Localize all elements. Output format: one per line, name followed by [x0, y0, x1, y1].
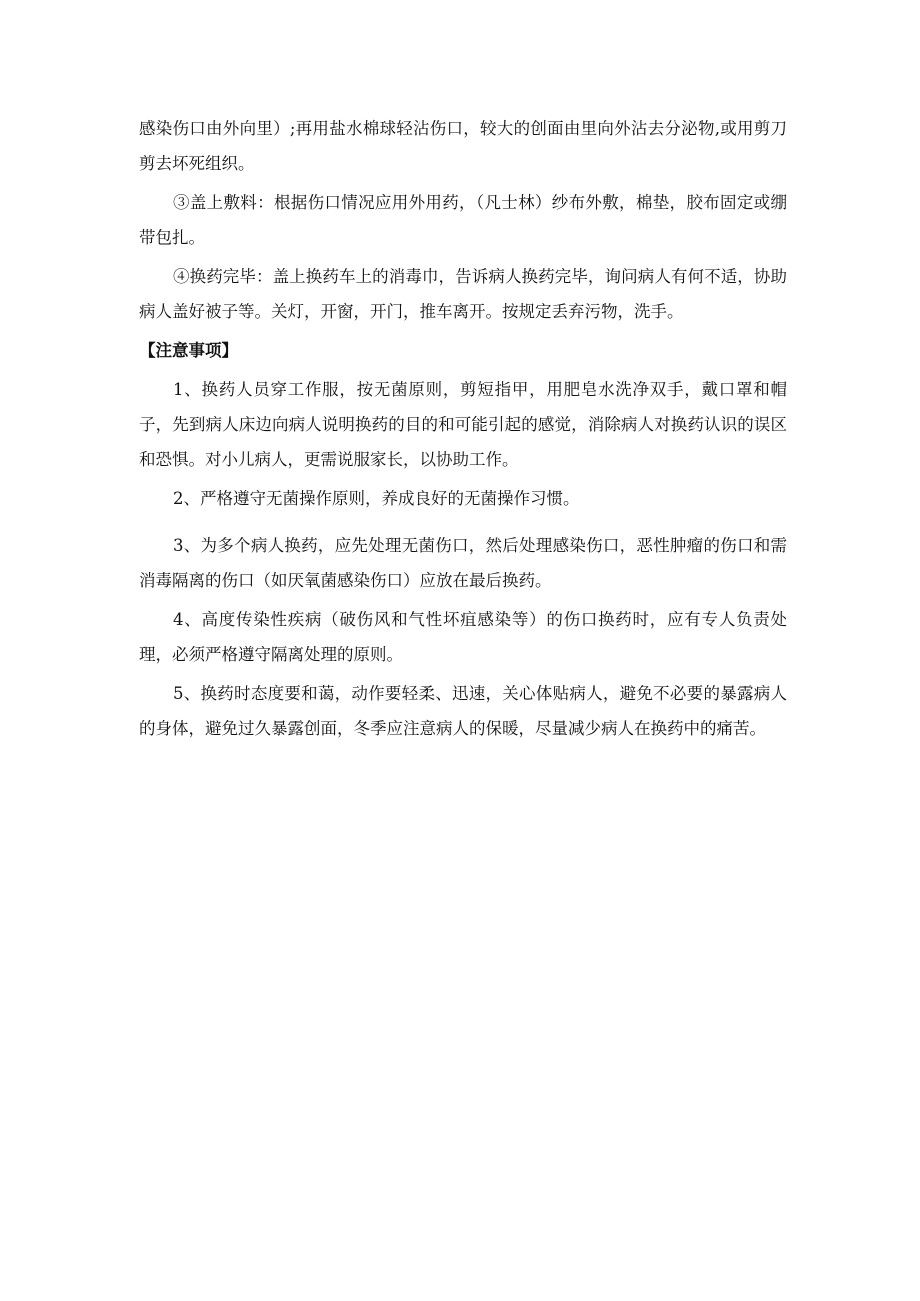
note-item-3: 3、为多个病人换药，应先处理无菌伤口，然后处理感染伤口，恶性肿瘤的伤口和需消毒隔离的伤口（如厌氧菌感染伤口）应放在最后换药。 [139, 536, 787, 590]
paragraph-dressing-complete: ④换药完毕：盖上换药车上的消毒巾，告诉病人换药完毕，询问病人有何不适，协助病人盖好被子等。关灯，开窗，开门，推车离开。按规定丢弃污物，洗手。 [139, 267, 787, 321]
paragraph-continuation: 感染伤口由外向里）;再用盐水棉球轻沾伤口，较大的创面由里向外沾去分泌物,或用剪刀剪去坏死组织。 [139, 119, 787, 173]
note-item-1: 1、换药人员穿工作服，按无菌原则，剪短指甲，用肥皂水洗净双手，戴口罩和帽子，先到病人床边向病人说明换药的目的和可能引起的感觉，消除病人对换药认识的误区和恐惧。对小儿病人，更需说服家长，以协助工作。 [139, 380, 787, 469]
note-item-5: 5、换药时态度要和蔼，动作要轻柔、迅速，关心体贴病人，避免不必要的暴露病人的身体，避免过久暴露创面，冬季应注意病人的保暖，尽量减少病人在换药中的痛苦。 [139, 684, 787, 738]
paragraph-apply-dressing: ③盖上敷料：根据伤口情况应用外用药，（凡士林）纱布外敷，棉垫，胶布固定或绷带包扎。 [139, 193, 787, 247]
note-item-4: 4、高度传染性疾病（破伤风和气性坏疽感染等）的伤口换药时，应有专人负责处理，必须严格遵守隔离处理的原则。 [139, 610, 787, 664]
notes-heading: 【注意事项】 [139, 341, 238, 360]
note-item-2: 2、严格遵守无菌操作原则，养成良好的无菌操作习惯。 [173, 489, 580, 508]
document-body [139, 111, 787, 750]
